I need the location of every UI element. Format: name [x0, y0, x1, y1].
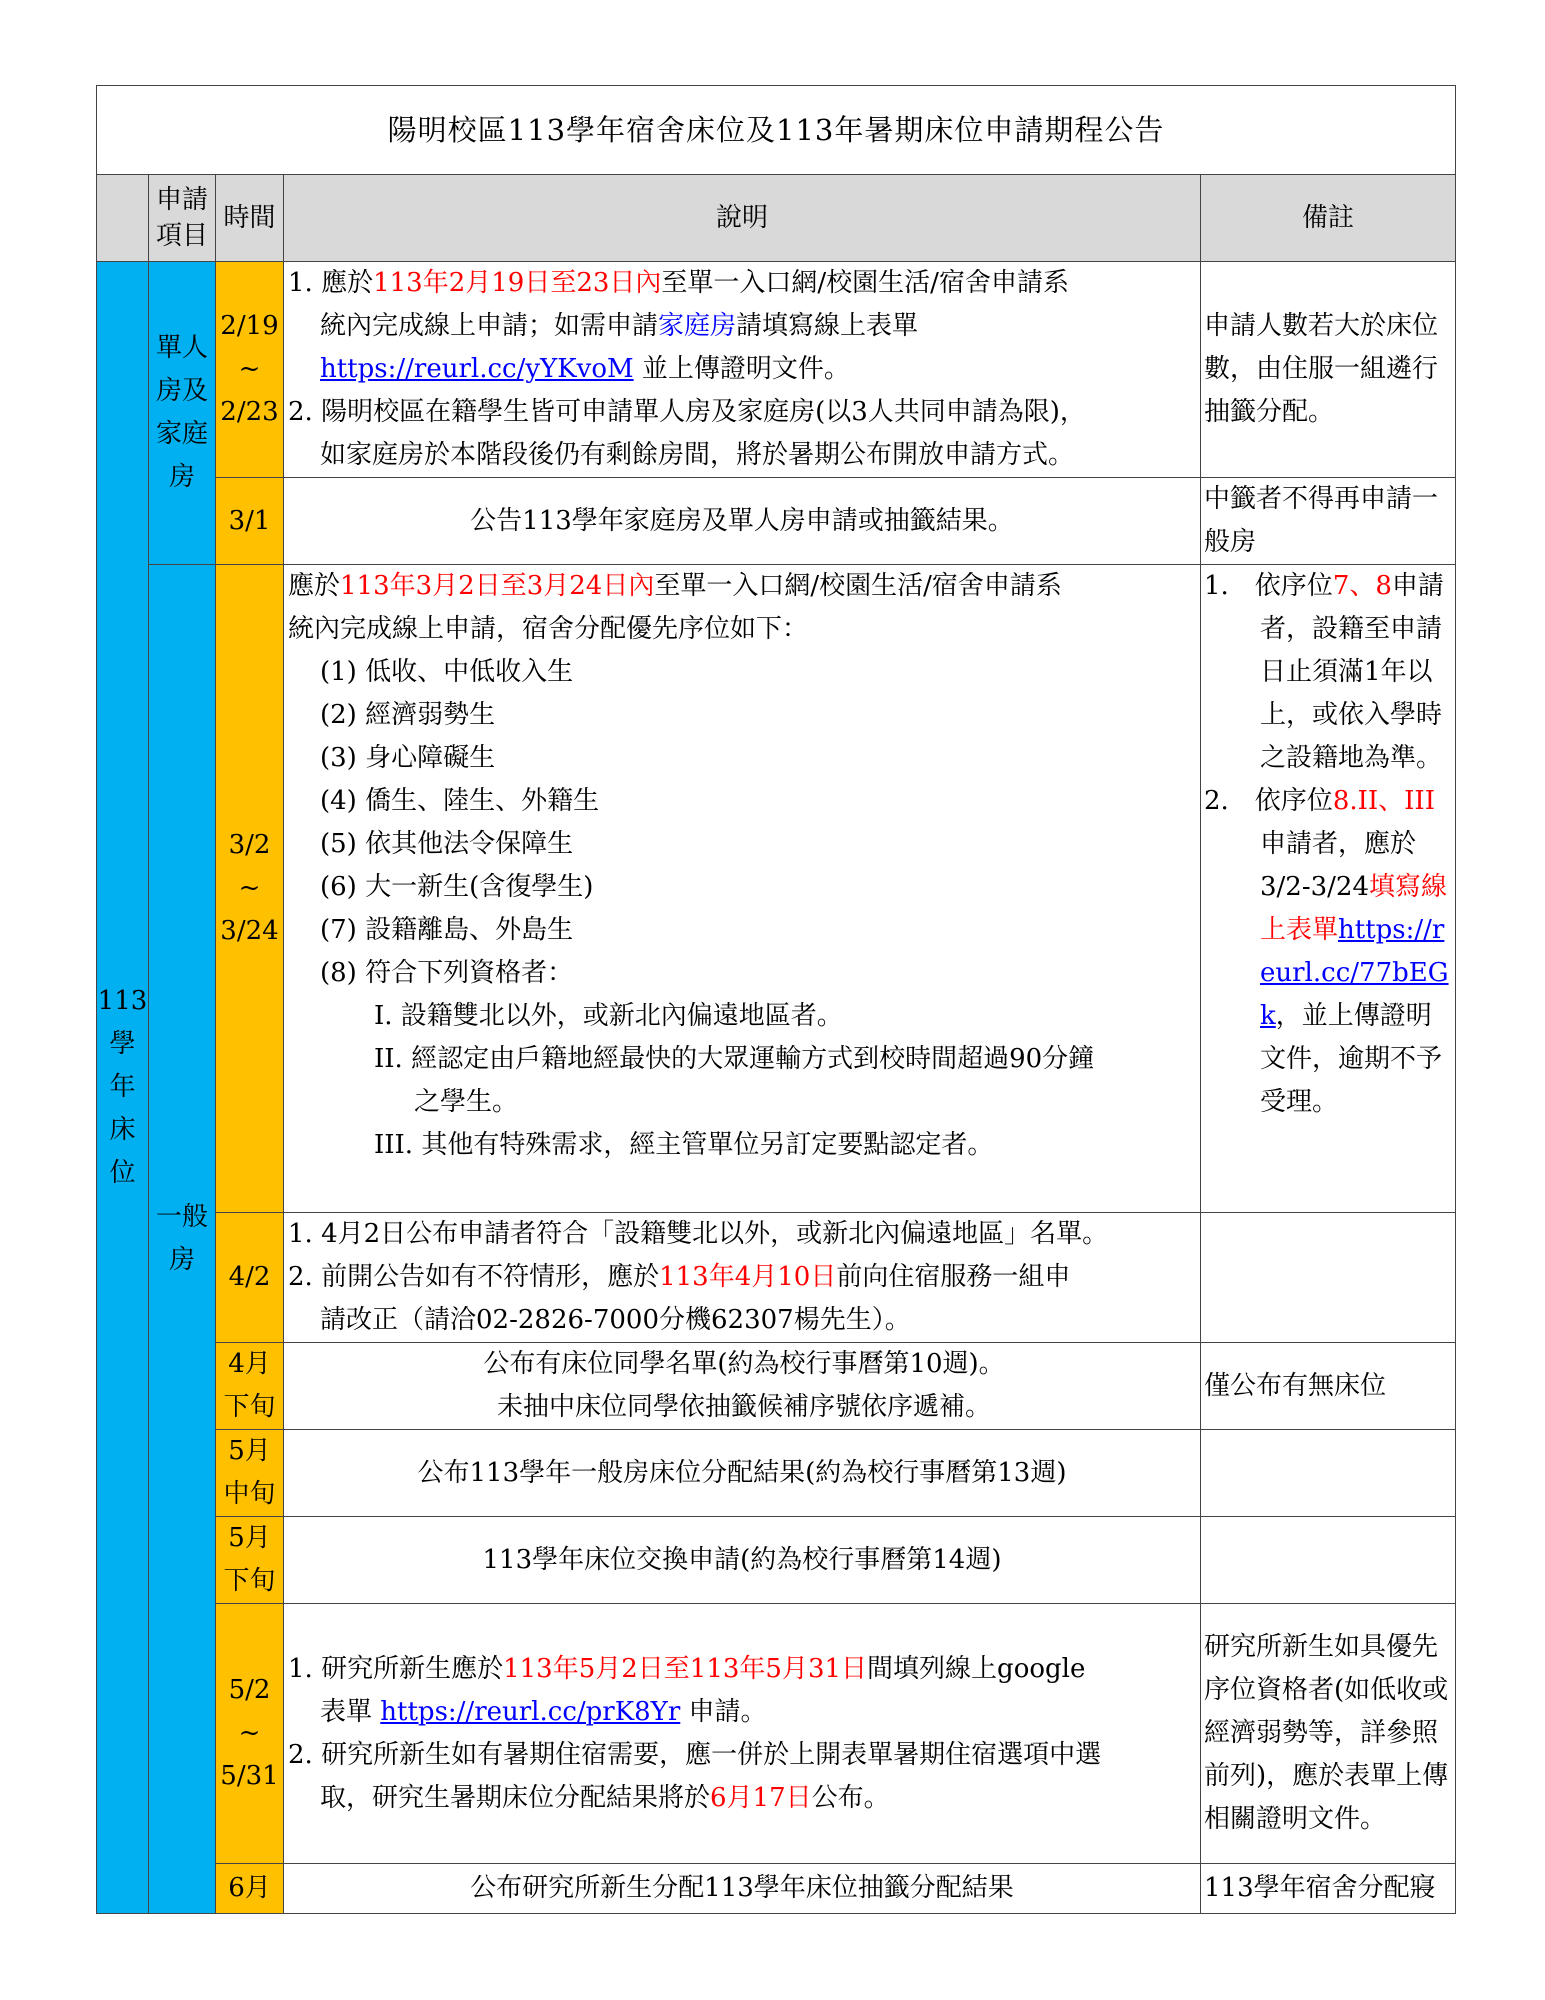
- highlight-date: 113年5月2日至113年5月31日: [503, 1653, 868, 1684]
- header-blank: [97, 175, 149, 262]
- text: 並上傳證明文件。: [641, 354, 850, 384]
- desc-line: [284, 1256, 1200, 1299]
- text: 2. 前開公告如有不符情形，應於: [288, 1262, 660, 1292]
- group-label-text: 床: [109, 1115, 136, 1145]
- note-cell: 中籤者不得再申請一般房: [1201, 478, 1456, 565]
- text: 申請者，應於3/2-3/24: [1260, 829, 1417, 902]
- time-text: ~: [238, 1718, 261, 1748]
- highlight: 7、8: [1332, 571, 1392, 601]
- description-cell: [284, 1604, 1201, 1864]
- desc-line: [284, 1691, 1200, 1734]
- text: 1. 依序位: [1204, 571, 1333, 601]
- category-single-family-room: [149, 262, 216, 565]
- priority-item: (1) 低收、中低收入生: [320, 657, 574, 687]
- text: 請填寫線上表單: [736, 311, 919, 341]
- time-cell: 6月: [216, 1864, 284, 1914]
- description-cell: 公告113學年家庭房及單人房申請或抽籤結果。: [284, 478, 1201, 565]
- time-cell: [216, 1604, 284, 1864]
- category-text: 房: [168, 462, 195, 492]
- highlight-date: 113年3月2日至3月24日內: [340, 571, 655, 601]
- time-text: 3/24: [220, 916, 279, 946]
- header-note: 備註: [1201, 175, 1456, 262]
- time-cell: [216, 1430, 284, 1517]
- desc-line: 2. 陽明校區在籍學生皆可申請單人房及家庭房(以3人共同申請為限)，: [288, 397, 1086, 427]
- highlight-family-room: 家庭房: [658, 311, 737, 341]
- time-cell: [216, 1343, 284, 1430]
- note-item: [1204, 780, 1452, 1124]
- header-time: 時間: [216, 175, 284, 262]
- category-text: 一般: [155, 1202, 208, 1232]
- time-cell: 4/2: [216, 1213, 284, 1343]
- description-cell: 公布113學年一般房床位分配結果(約為校行事曆第13週): [284, 1430, 1201, 1517]
- header-item: [149, 175, 216, 262]
- priority-item: (4) 僑生、陸生、外籍生: [320, 786, 600, 816]
- text: 表單: [320, 1696, 373, 1727]
- category-general-room: [149, 565, 216, 1914]
- time-cell: 3/1: [216, 478, 284, 565]
- sub-item: II. 經認定由戶籍地經最快的大眾運輸方式到校時間超過90分鐘: [374, 1044, 1095, 1074]
- highlight-date: 113年4月10日: [659, 1262, 837, 1292]
- sub-item: 之學生。: [414, 1087, 519, 1117]
- time-text: 4月: [228, 1349, 271, 1379]
- time-text: 5/31: [220, 1761, 279, 1791]
- category-text: 家庭: [155, 419, 208, 449]
- note-cell: 113學年宿舍分配寢: [1201, 1864, 1456, 1914]
- time-cell: [216, 1517, 284, 1604]
- group-label-text: 學: [109, 1029, 136, 1059]
- text: 間填列線上google: [867, 1653, 1086, 1684]
- form-link[interactable]: https://reurl.cc/yYKvoM: [320, 354, 634, 384]
- sub-item: III. 其他有特殊需求，經主管單位另訂定要點認定者。: [374, 1130, 994, 1160]
- time-text: 2/19: [220, 311, 279, 341]
- text: 1. 研究所新生應於: [288, 1653, 504, 1684]
- text: 公布。: [811, 1782, 890, 1813]
- desc-line: [284, 305, 1200, 348]
- group-label-text: 位: [109, 1158, 136, 1188]
- note-cell: [1201, 1517, 1456, 1604]
- highlight-date: 6月17日: [710, 1782, 812, 1813]
- highlight: 填寫線上表單: [1260, 872, 1448, 945]
- time-text: 5月: [228, 1523, 271, 1553]
- description-cell: [284, 1213, 1201, 1343]
- desc-line: 1. 4月2日公布申請者符合「設籍雙北以外，或新北內偏遠地區」名單。: [288, 1219, 1109, 1249]
- sub-item: I. 設籍雙北以外，或新北內偏遠地區者。: [374, 1001, 843, 1031]
- text: ，並上傳證明文件，逾期不予受理。: [1260, 1001, 1443, 1117]
- text: 統內完成線上申請；如需申請: [320, 311, 659, 341]
- note-cell: [1201, 565, 1456, 1213]
- priority-item: (2) 經濟弱勢生: [320, 700, 496, 730]
- description-cell: [284, 262, 1201, 478]
- desc-line: [284, 262, 1200, 305]
- text: 申請。: [688, 1696, 767, 1727]
- note-cell: 申請人數若大於床位數，由住服一組遴行抽籤分配。: [1201, 262, 1456, 478]
- desc-line: [284, 1777, 1200, 1820]
- time-text: 下旬: [223, 1566, 276, 1596]
- group-label-113-beds: [97, 262, 149, 1914]
- time-text: ~: [238, 873, 261, 903]
- time-text: 下旬: [223, 1392, 276, 1422]
- category-text: 房及: [155, 376, 208, 406]
- time-text: 5月: [228, 1436, 271, 1466]
- text: 2. 依序位: [1204, 786, 1333, 816]
- text: 至單一入口網/校園生活/宿舍申請系: [661, 268, 1069, 298]
- group-label-text: 年: [109, 1072, 136, 1102]
- desc-line: 如家庭房於本階段後仍有剩餘房間，將於暑期公布開放申請方式。: [320, 440, 1075, 470]
- form-link[interactable]: https://reurl.cc/prK8Yr: [380, 1696, 681, 1727]
- header-desc: 說明: [284, 175, 1201, 262]
- priority-item: (8) 符合下列資格者：: [320, 958, 574, 988]
- priority-item: (7) 設籍離島、外島生: [320, 915, 574, 945]
- desc-line: 請改正（請洽02-2826-7000分機62307楊先生）。: [320, 1305, 911, 1335]
- text: 至單一入口網/校園生活/宿舍申請系: [654, 571, 1062, 601]
- text: 申請者，設籍至申請日止須滿1年以上，或依入學時之設籍地為準。: [1260, 571, 1444, 773]
- desc-line: 2. 研究所新生如有暑期住宿需要，應一併於上開表單暑期住宿選項中選: [288, 1739, 1102, 1770]
- description-cell: [284, 565, 1201, 1213]
- note-cell: 研究所新生如具優先序位資格者(如低收或經濟弱勢等，詳參照前列)，應於表單上傳相關證明文件。: [1201, 1604, 1456, 1864]
- text: 取，研究生暑期床位分配結果將於: [320, 1782, 711, 1813]
- time-text: ~: [238, 354, 261, 384]
- description-cell: [284, 1343, 1201, 1430]
- description-cell: 113學年床位交換申請(約為校行事曆第14週): [284, 1517, 1201, 1604]
- note-item: [1204, 565, 1452, 780]
- time-cell: [216, 262, 284, 478]
- highlight-date: 113年2月19日至23日內: [373, 268, 662, 298]
- desc-line: 統內完成線上申請，宿舍分配優先序位如下：: [288, 614, 809, 644]
- schedule-table: [96, 85, 1456, 1914]
- priority-item: (6) 大一新生(含復學生): [320, 872, 594, 902]
- text: 1. 應於: [288, 268, 374, 298]
- description-cell: 公布研究所新生分配113學年床位抽籤分配結果: [284, 1864, 1201, 1914]
- note-cell: [1201, 1430, 1456, 1517]
- desc-line: [284, 565, 1200, 608]
- time-text: 5/2: [228, 1675, 271, 1705]
- header-item-label: 申請項目: [155, 185, 208, 251]
- note-cell: [1201, 1213, 1456, 1343]
- time-text: 3/2: [228, 830, 271, 860]
- time-text: 中旬: [223, 1479, 276, 1509]
- priority-item: (3) 身心障礙生: [320, 743, 496, 773]
- priority-item: (5) 依其他法令保障生: [320, 829, 574, 859]
- text: 應於: [288, 571, 341, 601]
- page-title: 陽明校區113學年宿舍床位及113年暑期床位申請期程公告: [97, 86, 1456, 175]
- time-cell: [216, 565, 284, 1213]
- highlight: 8.II、III: [1332, 786, 1435, 816]
- desc-line: [284, 1648, 1200, 1691]
- note-cell: 僅公布有無床位: [1201, 1343, 1456, 1430]
- category-text: 單人: [155, 333, 208, 363]
- desc-line: 公布有床位同學名單(約為校行事曆第10週)。: [483, 1349, 1005, 1379]
- form-link[interactable]: https://reurl.cc/77bEGk: [1260, 915, 1449, 1031]
- group-label-text: 113: [97, 986, 148, 1016]
- text: 前向住宿服務一組申: [836, 1262, 1071, 1292]
- category-text: 房: [168, 1245, 195, 1275]
- desc-line: [284, 348, 1200, 391]
- time-text: 2/23: [220, 397, 279, 427]
- desc-line: 未抽中床位同學依抽籤候補序號依序遞補。: [496, 1392, 991, 1422]
